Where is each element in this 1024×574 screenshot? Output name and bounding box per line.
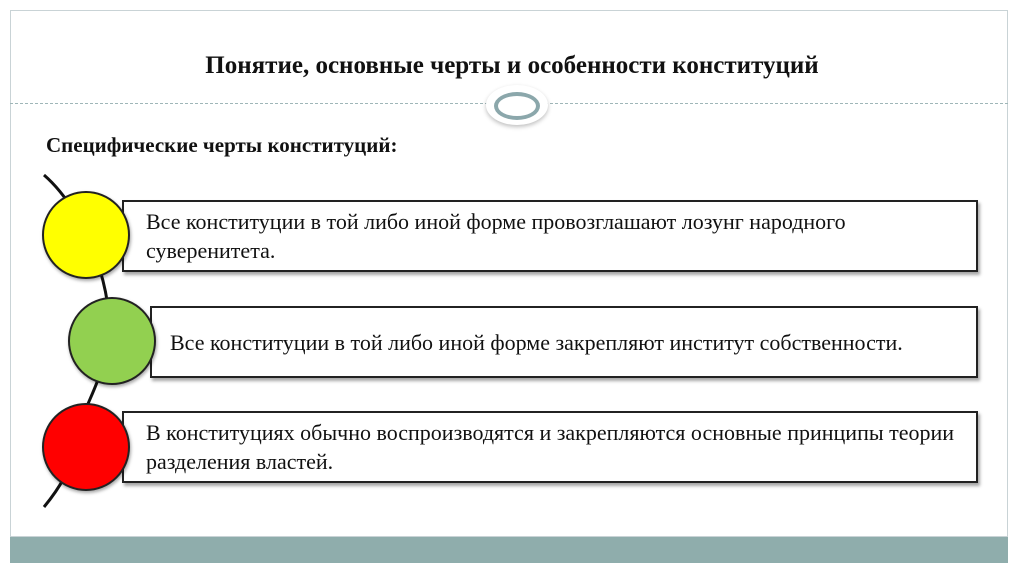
list-item-box-2 xyxy=(150,306,978,378)
list-item-box-1 xyxy=(122,200,978,272)
list-item-text-1: Все конституции в той либо иной форме провозглашают лозунг народного суверенитета. xyxy=(146,209,846,263)
list-item-text-2: Все конституции в той либо иной форме закрепляют институт собственности. xyxy=(170,329,903,355)
red-circle-icon xyxy=(42,403,130,491)
slide-subtitle: Специфические черты конституций: xyxy=(46,133,398,157)
footer-bar xyxy=(10,537,1008,563)
list-item-text-3: В конституциях обычно воспроизводятся и закрепляются основные принципы теории разделения властей. xyxy=(146,420,955,474)
yellow-circle-icon xyxy=(42,191,130,279)
green-circle-icon xyxy=(68,297,156,385)
slide-title: Понятие, основные черты и особенности конституций xyxy=(205,52,819,79)
list-item-box-3 xyxy=(122,411,978,483)
